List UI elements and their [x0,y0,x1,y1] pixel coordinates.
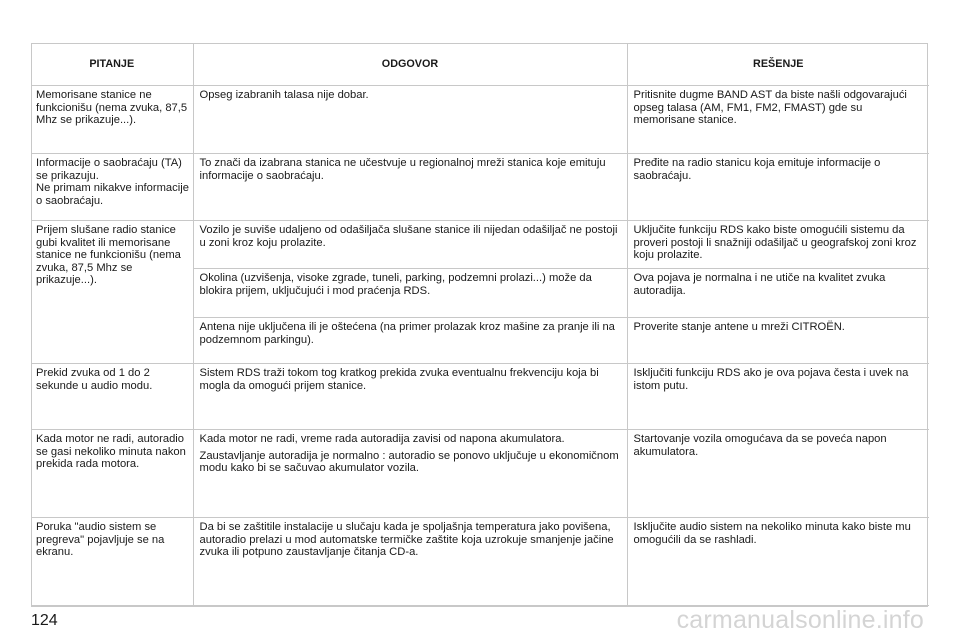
solution-text: Isključite audio sistem na nekoliko minuta kako biste mu omogućili da se rashladi. [633,521,911,546]
answer-text: Da bi se zaštitile instalacije u slučaju kada je spoljašnja temperatura jako povišena, autoradio prelazi u mod automatske termičke zaštite koja uzrokuje smanjenje jačine zvuka ili potpuno zaustavljanje čitanja CD-a. [199,521,614,559]
table-row [31,154,929,221]
solution-cell [627,221,929,269]
table-row [31,86,929,154]
solution-cell [627,430,929,518]
question-cell [31,364,193,430]
question-cell [31,221,193,364]
troubleshooting-table [31,43,929,606]
table-row [31,221,929,269]
question-cell [31,154,193,221]
watermark-text: carmanualsonline.info [676,606,924,634]
question-cell [31,86,193,154]
solution-cell [627,318,929,364]
answer-text: Okolina (uzvišenja, visoke zgrade, tuneli, parking, podzemni prolazi...) može da blokira prijem, uključujući i mod praćenja RDS. [199,272,592,297]
table-row [31,364,929,430]
answer-cell [193,518,627,606]
answer-text: Kada motor ne radi, vreme rada autoradija zavisi od napona akumulatora. [199,433,565,445]
question-text: Kada motor ne radi, autoradio se gasi nekoliko minuta nakon prekida rada motora. [36,433,186,471]
solution-text: Startovanje vozila omogućava da se poveća napon akumulatora. [633,433,887,458]
solution-cell [627,518,929,606]
answer-text: Vozilo je suviše udaljeno od odašiljača slušane stanice ili nijedan odašiljač ne postoji u zoni kroz koju prolazite. [199,224,618,249]
header-resenje: REŠENJE [627,43,929,86]
solution-cell [627,269,929,318]
question-text: Informacije o saobraćaju (TA) se prikazuju. [36,157,182,182]
answer-cell [193,86,627,154]
question-cell [31,430,193,518]
header-pitanje: PITANJE [31,43,193,86]
answer-cell [193,430,627,518]
question-text: Prijem slušane radio stanice gubi kvalitet ili memorisane stanice ne funkcionišu (nema zvuka, 87,5 Mhz se prikazuje...). [36,224,181,287]
answer-cell [193,154,627,221]
answer-cell [193,318,627,364]
question-text: Prekid zvuka od 1 do 2 sekunde u audio modu. [36,367,153,392]
solution-text: Ova pojava je normalna i ne utiče na kvalitet zvuka autoradija. [633,272,886,297]
question-cell [31,518,193,606]
solution-text: Isključiti funkciju RDS ako je ova pojava česta i uvek na istom putu. [633,367,909,392]
question-text: Ne primam nikakve informacije o saobraćaju. [36,182,189,207]
answer-text: Zaustavljanje autoradija je normalno : autoradio se ponovo uključuje u ekonomičnom modu kako bi se sačuvao akumulator vozila. [199,449,619,475]
table-header-row [31,43,929,86]
answer-text: Antena nije uključena ili je oštećena (na primer prolazak kroz mašine za pranje ili na podzemnom parkingu). [199,321,615,346]
answer-text: To znači da izabrana stanica ne učestvuje u regionalnoj mreži stanica koje emituju informacije o saobraćaju. [199,157,606,182]
solution-text: Pređite na radio stanicu koja emituje informacije o saobraćaju. [633,157,881,182]
answer-text: Opseg izabranih talasa nije dobar. [199,89,369,101]
question-text: Poruka "audio sistem se pregreva" pojavljuje se na ekranu. [36,521,165,559]
solution-cell [627,364,929,430]
page-number: 124 [31,612,58,629]
solution-cell [627,154,929,221]
solution-cell [627,86,929,154]
table-row [31,518,929,606]
answer-cell [193,221,627,269]
solution-text: Uključite funkciju RDS kako biste omogućili sistemu da proveri postoji li snažniji odašiljač u geografskoj zoni kroz koju prolazite. [633,224,917,262]
table-row [31,430,929,518]
question-text: Memorisane stanice ne funkcionišu (nema zvuka, 87,5 Mhz se prikazuje...). [36,89,188,127]
answer-cell [193,269,627,318]
solution-text: Pritisnite dugme BAND AST da biste našli odgovarajući opseg talasa (AM, FM1, FM2, FMAST) gde su memorisane stanice. [633,89,907,127]
answer-text: Sistem RDS traži tokom tog kratkog prekida zvuka eventualnu frekvenciju koja bi mogla da omogući prijem stanice. [199,367,599,392]
answer-cell [193,364,627,430]
solution-text: Proverite stanje antene u mreži CITROËN. [633,321,845,333]
header-odgovor: ODGOVOR [193,43,627,86]
